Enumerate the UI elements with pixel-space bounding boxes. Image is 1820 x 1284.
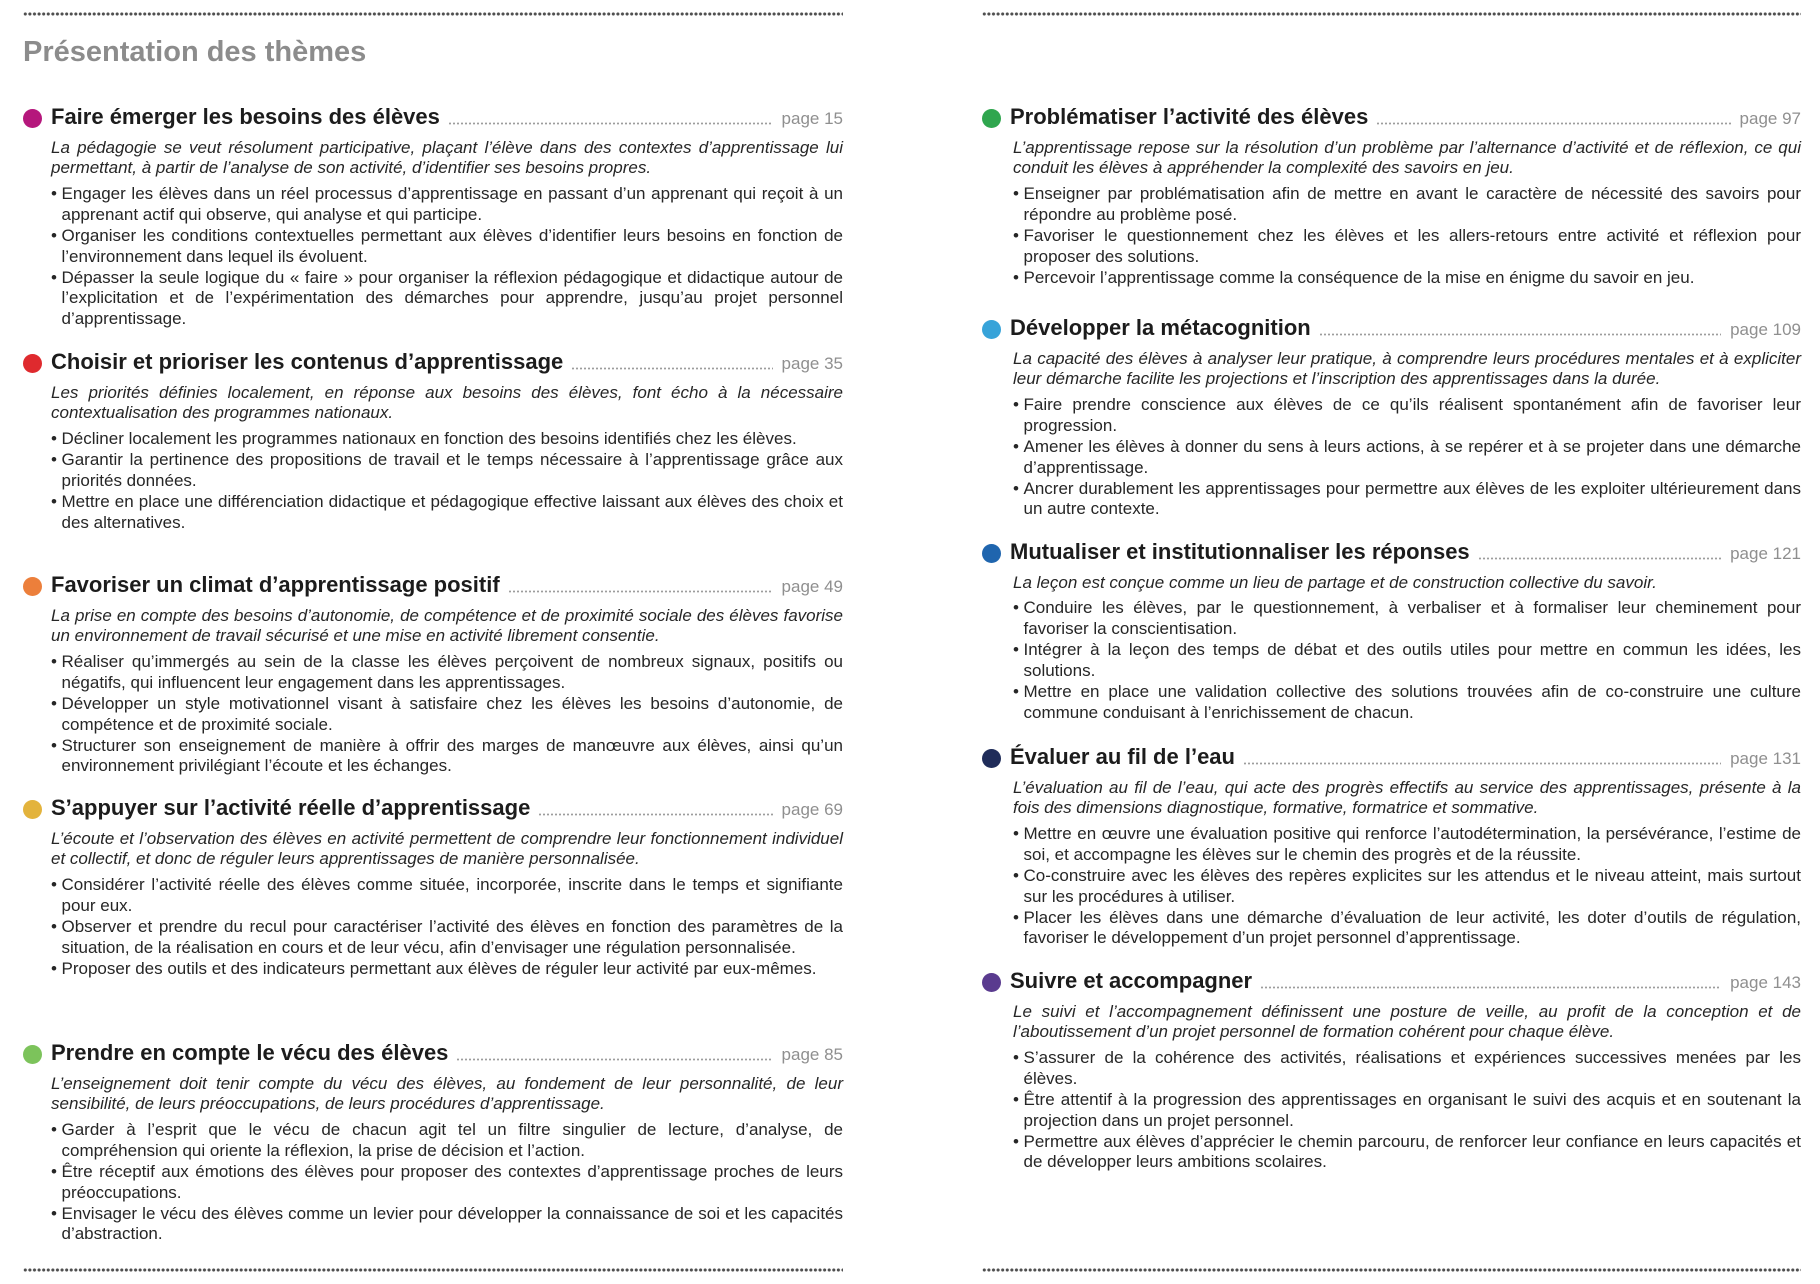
theme-section — [982, 538, 1801, 723]
list-item: • Amener les élèves à donner du sens à leurs actions, à se repérer et à se projeter dans une démarche d’apprentissage. — [1013, 437, 1801, 479]
color-dot-icon — [982, 749, 1001, 768]
theme-title: Prendre en compte le vécu des élèves — [51, 1040, 449, 1065]
page-reference: page 97 — [1739, 109, 1801, 128]
dot-leader — [571, 367, 772, 370]
dot-leader — [448, 122, 773, 125]
theme-body — [23, 606, 843, 778]
color-dot-icon — [982, 109, 1001, 128]
theme-heading-row — [23, 103, 843, 131]
theme-title: Développer la métacognition — [1010, 315, 1311, 340]
theme-body — [23, 829, 843, 980]
list-item: • Dépasser la seule logique du « faire » pour organiser la réflexion pédagogique et didactique autour de l’explicitation et de l’expérimentation des démarches pour apprendre, jusqu’au projet personnel d’apprentissage. — [51, 268, 843, 331]
list-item: • Conduire les élèves, par le questionnement, à verbaliser et à formaliser leur cheminement pour favoriser la conscientisation. — [1013, 598, 1801, 640]
theme-points — [1013, 824, 1801, 949]
list-item: • Être réceptif aux émotions des élèves pour proposer des contextes d’apprentissage proches de leurs préoccupations. — [51, 1162, 843, 1204]
list-item: • Être attentif à la progression des apprentissages en organisant le suivi des acquis et en soutenant la projection dans un projet personnel. — [1013, 1090, 1801, 1132]
page-reference: page 131 — [1730, 749, 1801, 768]
page-reference: page 121 — [1730, 544, 1801, 563]
list-item: • Mettre en place une différenciation didactique et pédagogique effective laissant aux élèves des choix et des alternatives. — [51, 492, 843, 534]
color-dot-icon — [23, 109, 42, 128]
theme-heading-row — [23, 1039, 843, 1067]
theme-intro: La prise en compte des besoins d’autonomie, de compétence et de proximité sociale des élèves favorise un environnement de travail sécurisé et une mise en activité librement consentie. — [51, 605, 843, 646]
theme-points — [1013, 184, 1801, 289]
theme-points — [1013, 598, 1801, 723]
theme-title: Favoriser un climat d’apprentissage positif — [51, 572, 500, 597]
color-dot-icon — [982, 973, 1001, 992]
theme-title: Choisir et prioriser les contenus d’apprentissage — [51, 349, 564, 374]
theme-heading-row — [23, 571, 843, 599]
theme-title: Évaluer au fil de l’eau — [1010, 744, 1235, 769]
theme-section — [982, 314, 1801, 520]
theme-heading-row — [982, 538, 1801, 566]
list-item: • Mettre en œuvre une évaluation positive qui renforce l’autodétermination, la persévérance, l’estime de soi, et accompagne les élèves sur le chemin des progrès et de la réussite. — [1013, 824, 1801, 866]
theme-body — [982, 778, 1801, 950]
theme-intro: Les priorités définies localement, en réponse aux besoins des élèves, font écho à la nécessaire contextualisation des programmes nationaux. — [51, 382, 843, 423]
list-item: • Percevoir l’apprentissage comme la conséquence de la mise en énigme du savoir en jeu. — [1013, 268, 1801, 289]
dot-leader — [1376, 122, 1730, 125]
list-item: • Permettre aux élèves d’apprécier le chemin parcouru, de renforcer leur confiance en leurs capacités et de développer leurs ambitions scolaires. — [1013, 1132, 1801, 1174]
list-item: • Garder à l’esprit que le vécu de chacun agit tel un filtre singulier de lecture, d’analyse, de compréhension qui oriente la réflexion, la prise de décision et l’action. — [51, 1120, 843, 1162]
theme-points — [1013, 395, 1801, 520]
theme-section — [23, 794, 843, 979]
theme-intro: La leçon est conçue comme un lieu de partage et de construction collective du savoir. — [1013, 572, 1657, 592]
dot-leader — [1243, 762, 1721, 765]
theme-intro: L’apprentissage repose sur la résolution d’un problème par l’alternance d’activité et de réflexion, ce qui conduit les élèves à appréhender la complexité des savoirs en jeu. — [1013, 137, 1801, 178]
list-item: • S’assurer de la cohérence des activités, réalisations et expériences successives menées par les élèves. — [1013, 1048, 1801, 1090]
theme-section — [982, 103, 1801, 288]
theme-section — [23, 103, 843, 330]
page-reference: page 49 — [781, 577, 843, 596]
list-item: • Engager les élèves dans un réel processus d’apprentissage en passant d’un apprenant qui reçoit à un apprenant actif qui observe, qui analyse et qui participe. — [51, 184, 843, 226]
theme-body — [23, 138, 843, 331]
theme-body — [23, 1074, 843, 1246]
dot-leader — [508, 590, 773, 593]
theme-title: S’appuyer sur l’activité réelle d’apprentissage — [51, 795, 531, 820]
dot-leader — [1478, 557, 1721, 560]
theme-heading-row — [982, 314, 1801, 342]
theme-points — [1013, 1048, 1801, 1173]
theme-section — [23, 1039, 843, 1245]
page-reference: page 143 — [1730, 973, 1801, 992]
list-item: • Faire prendre conscience aux élèves de ce qu’ils réalisent spontanément afin de favoriser leur progression. — [1013, 395, 1801, 437]
color-dot-icon — [23, 354, 42, 373]
theme-intro: L’évaluation au fil de l’eau, qui acte des progrès effectifs au service des apprentissages, présente à la fois des dimensions diagnostique, formative, formatrice et sommative. — [1013, 777, 1801, 818]
color-dot-icon — [982, 544, 1001, 563]
list-item: • Placer les élèves dans une démarche d’évaluation de leur activité, les doter d’outils de régulation, favoriser le développement d’un projet personnel d’apprentissage. — [1013, 908, 1801, 950]
theme-title: Faire émerger les besoins des élèves — [51, 104, 440, 129]
page-title: Présentation des thèmes — [23, 36, 367, 68]
page-reference: page 15 — [781, 109, 843, 128]
theme-points — [51, 875, 843, 980]
theme-body — [982, 349, 1801, 521]
theme-intro: L’écoute et l’observation des élèves en activité permettent de comprendre leur fonctionnement individuel et collectif, et donc de réguler leurs apprentissages de manière personnalisée. — [51, 828, 843, 869]
dot-leader — [1319, 333, 1721, 336]
theme-body — [23, 383, 843, 534]
color-dot-icon — [23, 800, 42, 819]
theme-points — [51, 184, 843, 330]
theme-section — [23, 571, 843, 777]
theme-section — [23, 348, 843, 533]
list-item: • Co-construire avec les élèves des repères explicites sur les attendus et le niveau atteint, mais surtout sur les procédures à utiliser. — [1013, 866, 1801, 908]
list-item: • Intégrer à la leçon des temps de débat et des outils utiles pour mettre en commun les idées, les solutions. — [1013, 640, 1801, 682]
list-item: • Ancrer durablement les apprentissages pour permettre aux élèves de les exploiter ultérieurement dans un autre contexte. — [1013, 479, 1801, 521]
theme-title: Suivre et accompagner — [1010, 968, 1253, 993]
list-item: • Proposer des outils et des indicateurs permettant aux élèves de réguler leur activité par eux-mêmes. — [51, 959, 843, 980]
list-item: • Enseigner par problématisation afin de mettre en avant le caractère de nécessité des savoirs pour répondre au problème posé. — [1013, 184, 1801, 226]
list-item: • Réaliser qu’immergés au sein de la classe les élèves perçoivent de nombreux signaux, positifs ou négatifs, qui influencent leur engagement dans les apprentissages. — [51, 652, 843, 694]
theme-intro: La capacité des élèves à analyser leur pratique, à comprendre leurs procédures mentales et à expliciter leur démarche facilite les projections et l’inscription des apprentissages dans la durée. — [1013, 348, 1801, 389]
theme-points — [51, 429, 843, 534]
list-item: • Garantir la pertinence des propositions de travail et le temps nécessaire à l’apprentissage grâce aux priorités données. — [51, 450, 843, 492]
theme-body — [982, 573, 1801, 724]
theme-points — [51, 652, 843, 777]
theme-section — [982, 967, 1801, 1173]
theme-body — [982, 1002, 1801, 1174]
list-item: • Considérer l’activité réelle des élèves comme située, incorporée, inscrite dans le temps et signifiante pour eux. — [51, 875, 843, 917]
list-item: • Décliner localement les programmes nationaux en fonction des besoins identifiés chez les élèves. — [51, 429, 843, 450]
theme-body — [982, 138, 1801, 289]
color-dot-icon — [23, 1045, 42, 1064]
dot-leader — [456, 1058, 772, 1061]
list-item: • Envisager le vécu des élèves comme un levier pour développer la connaissance de soi et les capacités d’abstraction. — [51, 1204, 843, 1246]
left-page — [23, 0, 843, 1284]
theme-heading-row — [982, 103, 1801, 131]
list-item: • Favoriser le questionnement chez les élèves et les allers-retours entre activité et réflexion pour proposer des solutions. — [1013, 226, 1801, 268]
page-reference: page 85 — [781, 1045, 843, 1064]
page-reference: page 35 — [781, 354, 843, 373]
color-dot-icon — [982, 320, 1001, 339]
dot-leader — [538, 813, 772, 816]
list-item: • Organiser les conditions contextuelles permettant aux élèves d’identifier leurs besoins en fonction de l’environnement dans lequel ils évoluent. — [51, 226, 843, 268]
theme-title: Problématiser l’activité des élèves — [1010, 104, 1369, 129]
color-dot-icon — [23, 577, 42, 596]
list-item: • Développer un style motivationnel visant à satisfaire chez les élèves les besoins d’autonomie, de compétence et de proximité sociale. — [51, 694, 843, 736]
theme-intro: L’enseignement doit tenir compte du vécu des élèves, au fondement de leur personnalité, de leur sensibilité, de leurs préoccupations, de leurs procédures d’apprentissage. — [51, 1073, 843, 1114]
theme-intro: La pédagogie se veut résolument participative, plaçant l’élève dans des contextes d’apprentissage lui permettant, à partir de l’analyse de son activité, d’identifier ses besoins propres. — [51, 137, 843, 178]
page-reference: page 109 — [1730, 320, 1801, 339]
list-item: • Structurer son enseignement de manière à offrir des marges de manœuvre aux élèves, ainsi qu’un environnement privilégiant l’écoute et les échanges. — [51, 736, 843, 778]
theme-heading-row — [982, 743, 1801, 771]
list-item: • Observer et prendre du recul pour caractériser l’activité des élèves en fonction des paramètres de la situation, de la réalisation en cours et de leur vécu, afin d’envisager une régulation personnalisée. — [51, 917, 843, 959]
dot-leader — [1260, 986, 1721, 989]
theme-heading-row — [23, 794, 843, 822]
list-item: • Mettre en place une validation collective des solutions trouvées afin de co-construire une culture commune conduisant à l’enrichissement de chacun. — [1013, 682, 1801, 724]
theme-intro: Le suivi et l’accompagnement définissent une posture de veille, au profit de la conception et de l’aboutissement d’un projet personnel de formation cohérent pour chaque élève. — [1013, 1001, 1801, 1042]
theme-heading-row — [982, 967, 1801, 995]
theme-heading-row — [23, 348, 843, 376]
theme-title: Mutualiser et institutionnaliser les réponses — [1010, 539, 1470, 564]
right-page — [982, 0, 1801, 1284]
theme-section — [982, 743, 1801, 949]
page-reference: page 69 — [781, 800, 843, 819]
theme-points — [51, 1120, 843, 1245]
